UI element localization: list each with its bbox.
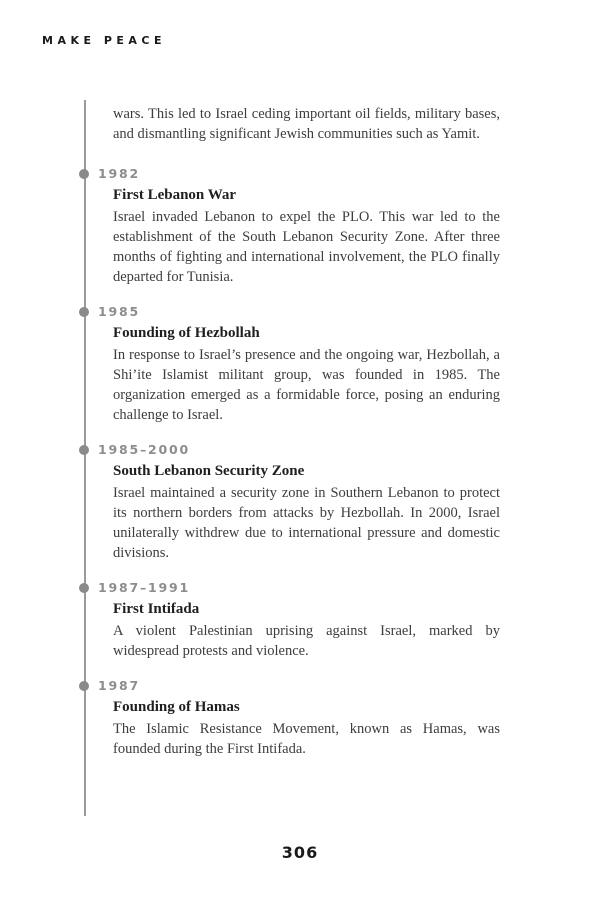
timeline-dot-icon (79, 307, 89, 317)
timeline-dot-icon (79, 445, 89, 455)
timeline-entry-body: In response to Israel’s presence and the ongoing war, Hezbollah, a Shi’ite Islamist militant group, was founded in 1985. The organization emerged as a formidable force, posing an enduring challenge to Israel. (113, 347, 500, 423)
timeline-date: 1982 (98, 166, 140, 181)
timeline-entry-title: First Lebanon War (113, 187, 237, 203)
timeline-entry-title: First Intifada (113, 601, 200, 617)
timeline-line (84, 100, 86, 816)
timeline-date: 1985–2000 (98, 442, 191, 457)
timeline-entry (98, 580, 500, 661)
timeline-dot-icon (79, 583, 89, 593)
continued-paragraph: wars. This led to Israel ceding important oil fields, military bases, and dismantling significant Jewish communities such as Yamit. (113, 106, 500, 142)
timeline-entry (98, 678, 500, 759)
timeline-date: 1987–1991 (98, 580, 191, 595)
timeline-date: 1987 (98, 678, 140, 693)
timeline-entry-body: A violent Palestinian uprising against Israel, marked by widespread protests and violence. (113, 623, 500, 659)
timeline-content (98, 100, 500, 759)
timeline-entry-body: Israel invaded Lebanon to expel the PLO. This war led to the establishment of the South Lebanon Security Zone. After three months of fighting and international involvement, the PLO finally departed for Tunisia. (113, 209, 500, 285)
page-number: 306 (281, 843, 319, 862)
timeline-entry-body: The Islamic Resistance Movement, known as Hamas, was founded during the First Intifada. (113, 721, 500, 757)
running-header: MAKE PEACE (42, 34, 167, 47)
timeline-entry-title: Founding of Hamas (113, 699, 240, 715)
timeline-entry (98, 166, 500, 287)
timeline-entry (98, 442, 500, 563)
timeline-entry (98, 304, 500, 425)
timeline-entry-title: South Lebanon Security Zone (113, 463, 305, 479)
timeline-dot-icon (79, 681, 89, 691)
timeline-date: 1985 (98, 304, 140, 319)
timeline-entry-title: Founding of Hezbollah (113, 325, 260, 341)
timeline-dot-icon (79, 169, 89, 179)
timeline-entry-body: Israel maintained a security zone in Southern Lebanon to protect its northern borders from attacks by Hezbollah. In 2000, Israel unilaterally withdrew due to international pressure and domestic divisions. (113, 485, 500, 561)
